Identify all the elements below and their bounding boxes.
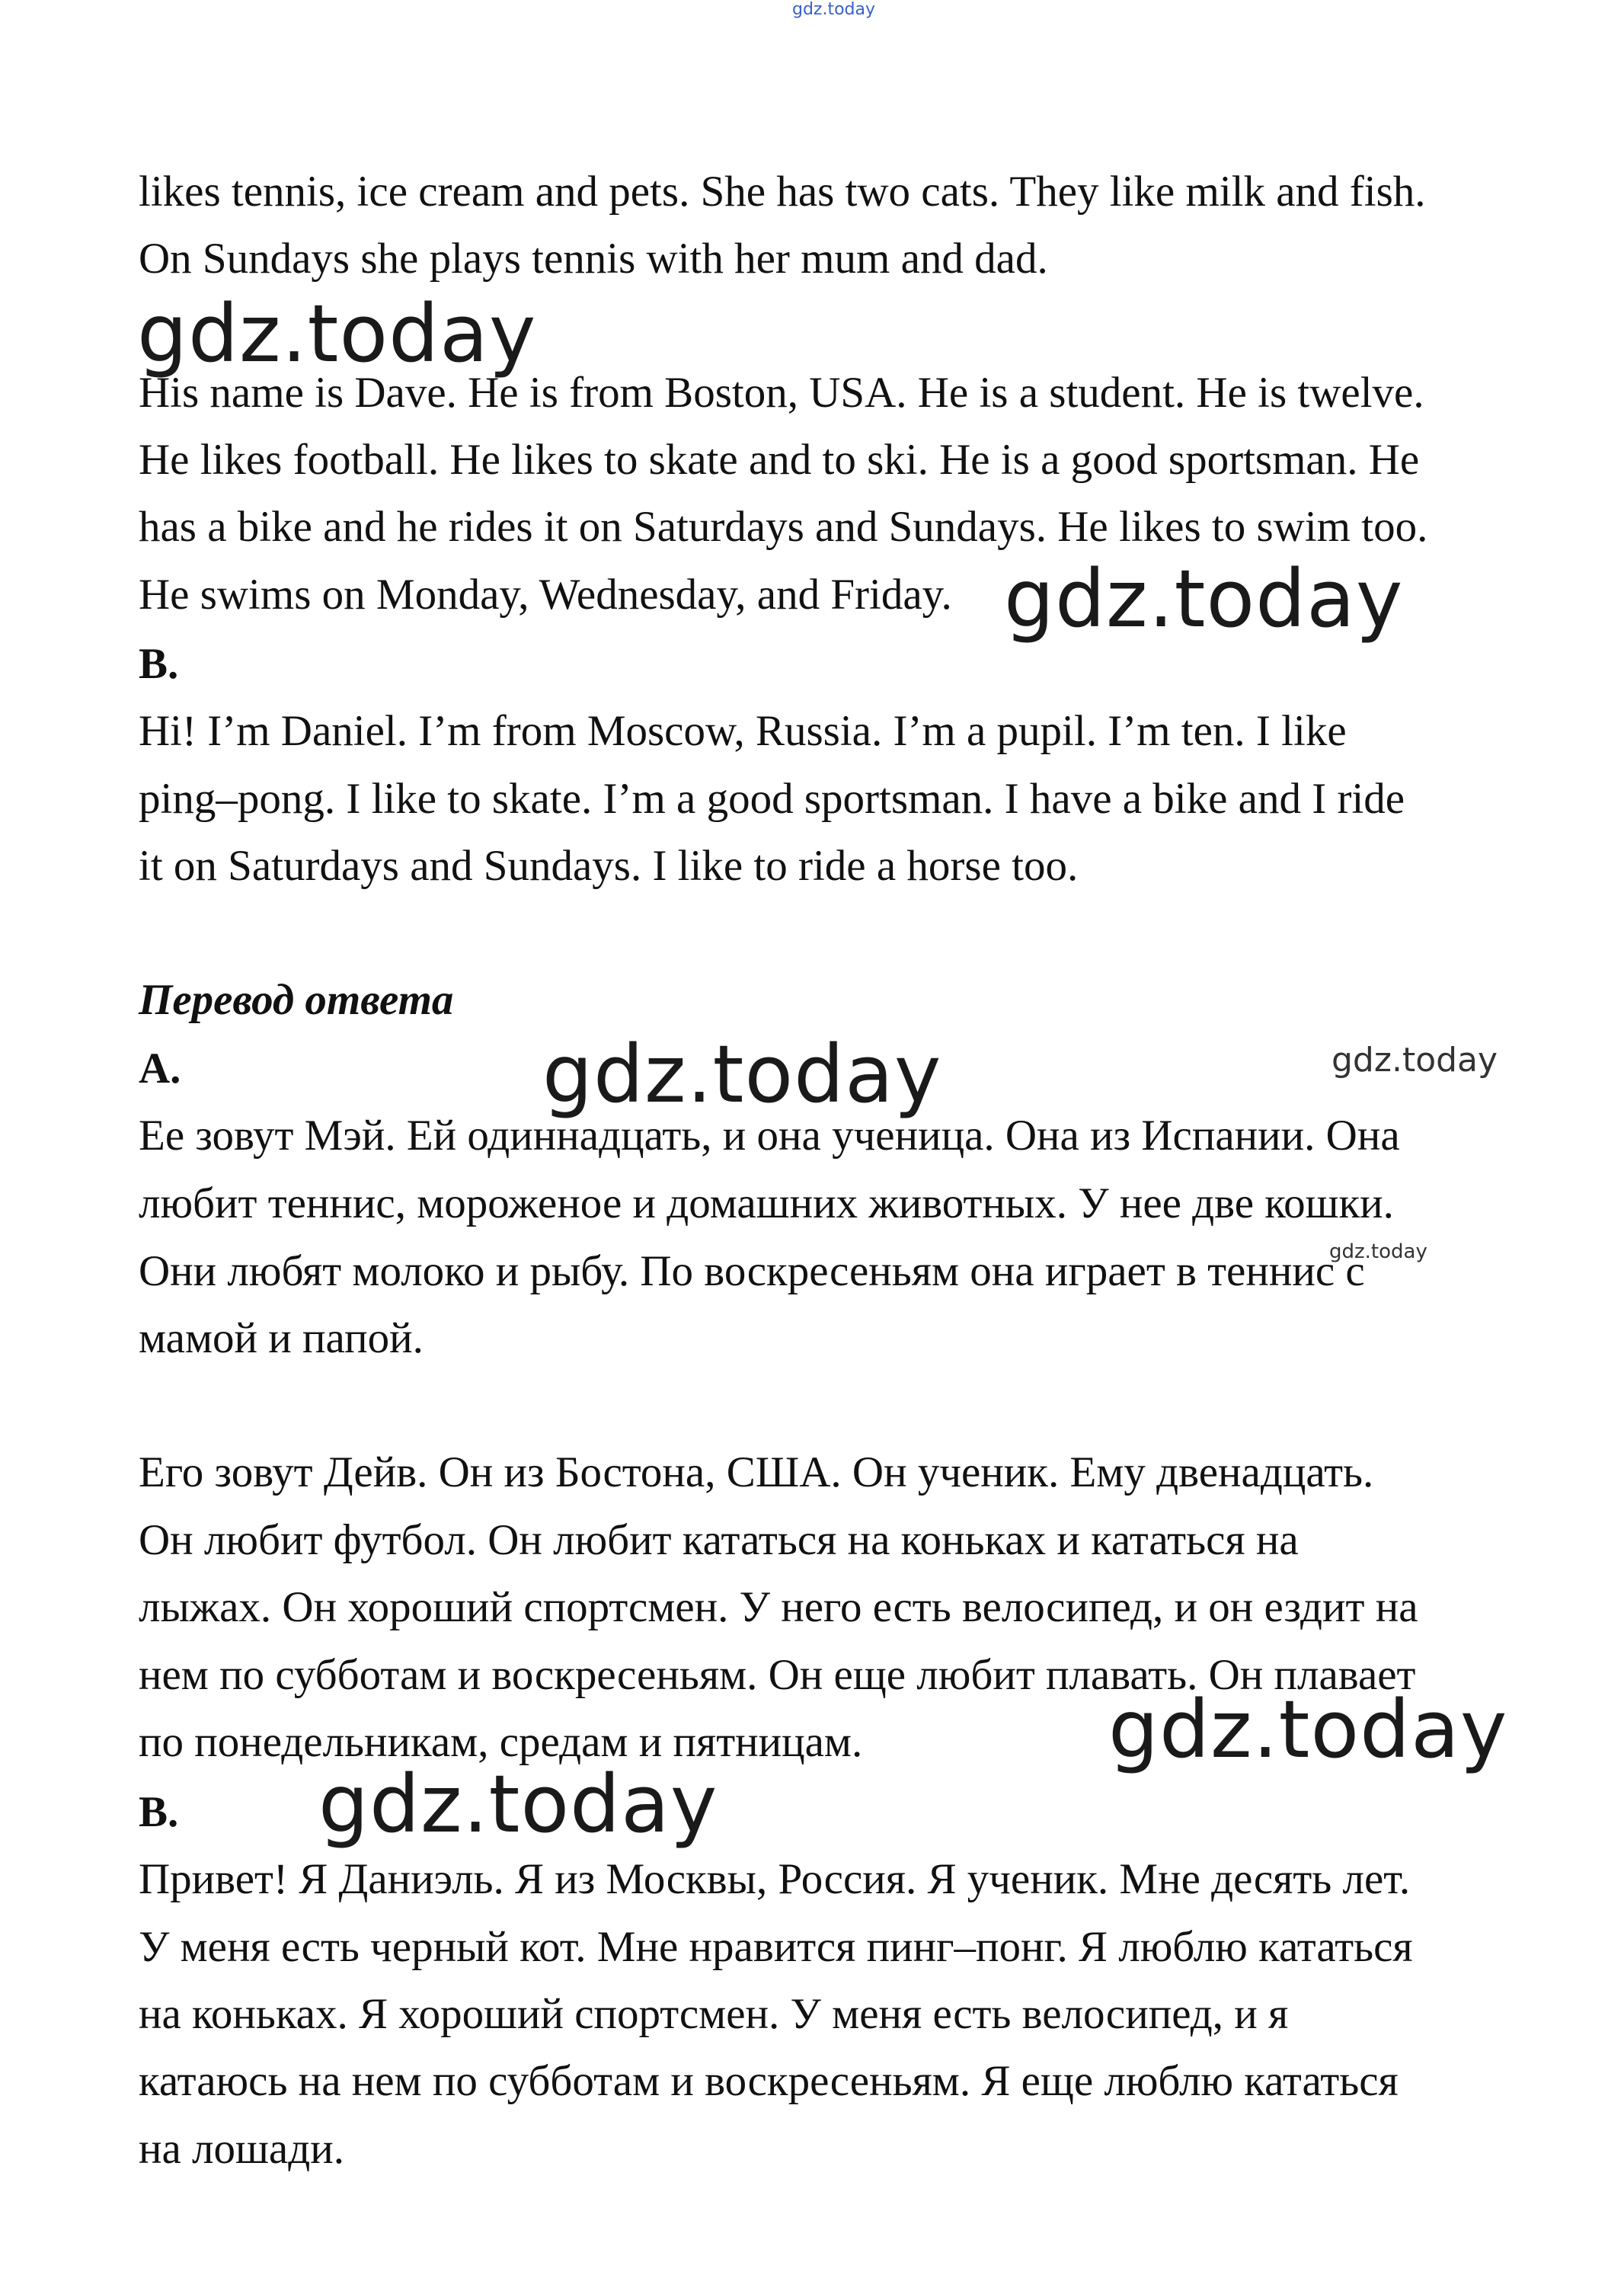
- text-line: Они любят молоко и рыбу. По воскресеньям она играет в теннис с: [139, 1247, 1365, 1295]
- text-line: likes tennis, ice cream and pets. She has two cats. They like milk and fish.: [139, 168, 1426, 216]
- text-line: Его зовут Дейв. Он из Бостона, США. Он ученик. Ему двенадцать.: [139, 1448, 1374, 1496]
- watermark-large: gdz.today: [137, 287, 537, 380]
- section-label-a: A.: [139, 1045, 181, 1093]
- text-line: на коньках. Я хороший спортсмен. У меня есть велосипед, и я: [139, 1990, 1289, 2038]
- text-line: Привет! Я Даниэль. Я из Москвы, Россия. Я ученик. Мне десять лет.: [139, 1855, 1411, 1903]
- text-line: катаюсь на нем по субботам и воскресеньям. Я еще люблю кататься: [139, 2057, 1399, 2105]
- text-line: лыжах. Он хороший спортсмен. У него есть велосипед, и он ездит на: [139, 1583, 1418, 1631]
- text-line: has a bike and he rides it on Saturdays and Sundays. He likes to swim too.: [139, 503, 1428, 551]
- watermark-large: gdz.today: [542, 1028, 942, 1121]
- text-line: Ее зовут Мэй. Ей одиннадцать, и она ученица. Она из Испании. Она: [139, 1112, 1400, 1160]
- watermark-large: gdz.today: [1004, 552, 1404, 645]
- text-line: Hi! I’m Daniel. I’m from Moscow, Russia. I’m a pupil. I’m ten. I like: [139, 707, 1347, 755]
- watermark-small: gdz.today: [1329, 1240, 1427, 1263]
- text-line: His name is Dave. He is from Boston, USA. He is a student. He is twelve.: [139, 369, 1424, 417]
- text-line: по понедельникам, средам и пятницам.: [139, 1718, 863, 1766]
- watermark-large: gdz.today: [1108, 1683, 1508, 1776]
- translation-heading: Перевод ответа: [139, 976, 454, 1024]
- text-line: любит теннис, мороженое и домашних животных. У нее две кошки.: [139, 1179, 1394, 1227]
- text-line: мамой и папой.: [139, 1314, 424, 1362]
- watermark-medium: gdz.today: [1331, 1041, 1498, 1080]
- text-line: У меня есть черный кот. Мне нравится пинг–понг. Я люблю кататься: [139, 1923, 1413, 1971]
- text-line: ping–pong. I like to skate. I’m a good sportsman. I have a bike and I ride: [139, 775, 1405, 823]
- text-line: Он любит футбол. Он любит кататься на коньках и кататься на: [139, 1516, 1299, 1564]
- text-line: нем по субботам и воскресеньям. Он еще любит плавать. Он плавает: [139, 1651, 1416, 1699]
- watermark-large: gdz.today: [318, 1758, 718, 1851]
- text-line: it on Saturdays and Sundays. I like to ride a horse too.: [139, 842, 1079, 890]
- text-line: On Sundays she plays tennis with her mum and dad.: [139, 235, 1048, 283]
- section-label-b: B.: [139, 640, 179, 688]
- text-line: He swims on Monday, Wednesday, and Friday.: [139, 571, 952, 619]
- section-label-b: B.: [139, 1788, 179, 1836]
- watermark-top: gdz.today: [792, 0, 876, 19]
- text-line: He likes football. He likes to skate and to ski. He is a good sportsman. He: [139, 436, 1420, 484]
- text-line: на лошади.: [139, 2125, 344, 2173]
